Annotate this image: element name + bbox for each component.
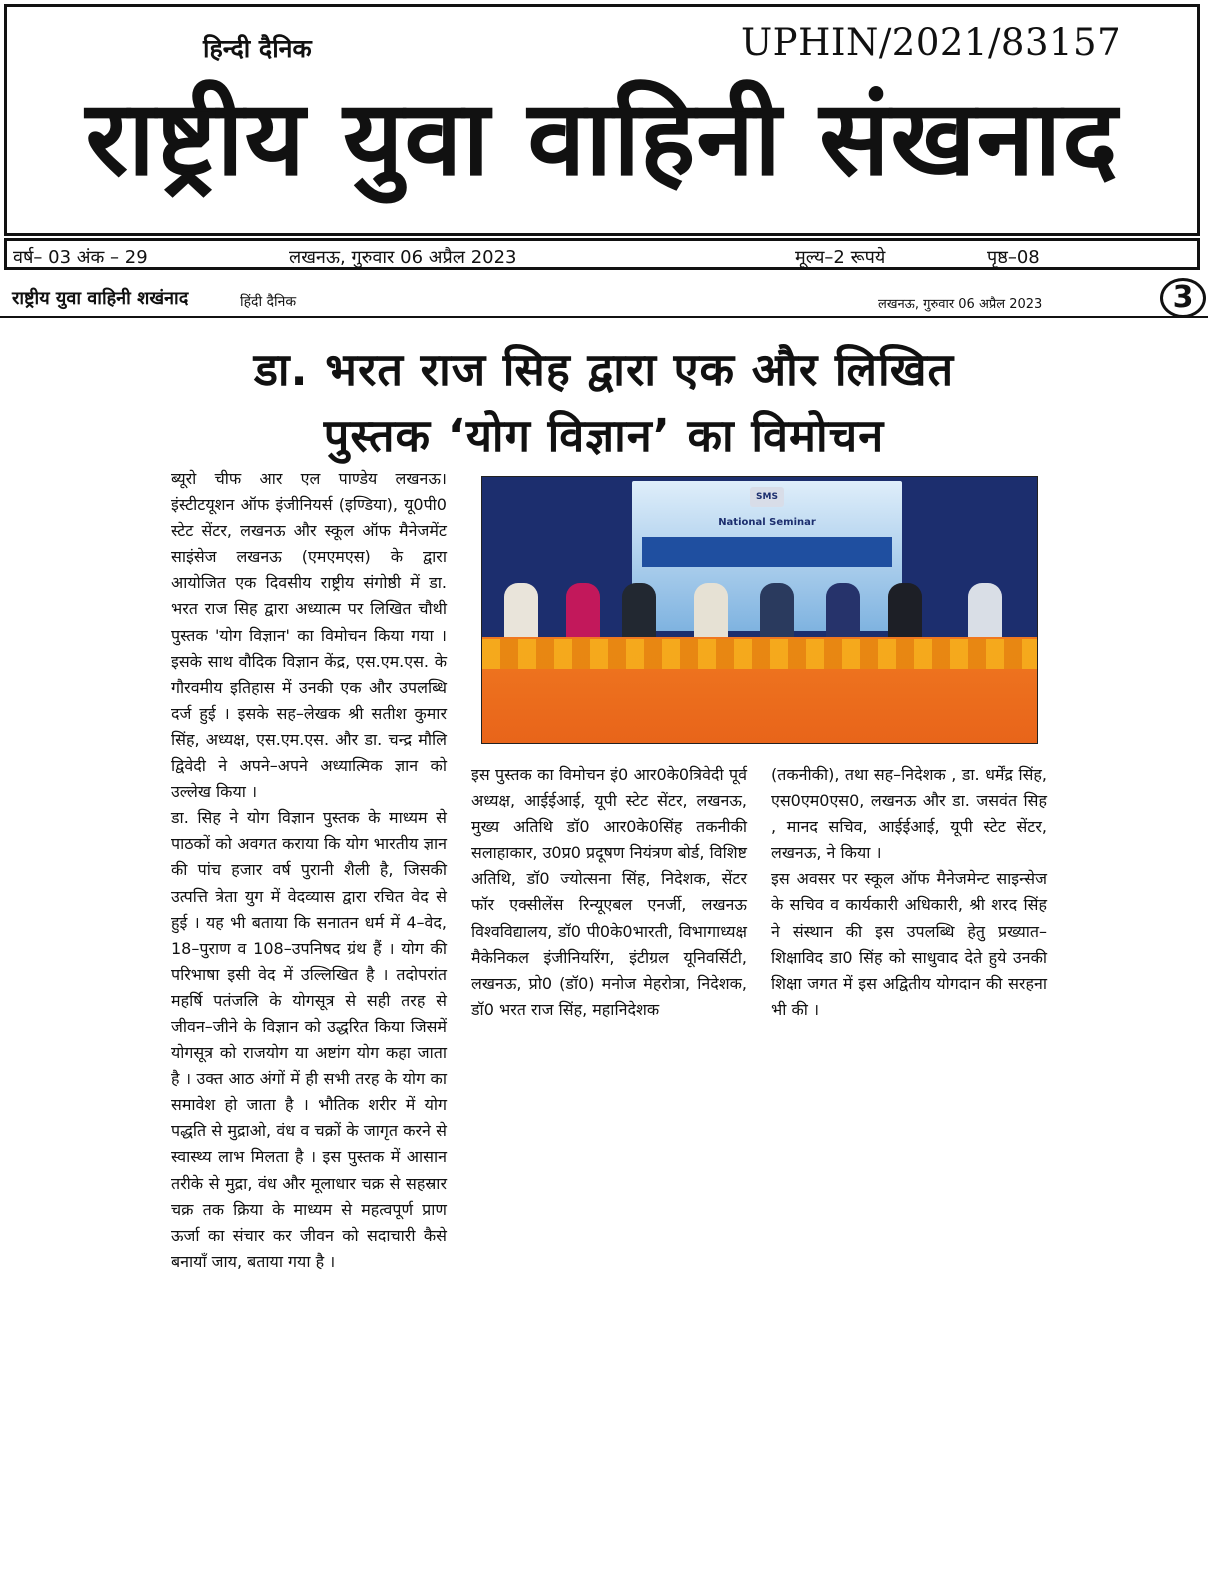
marigold-garland bbox=[482, 639, 1038, 669]
page-strip-name: राष्ट्रीय युवा वाहिनी शखंनाद bbox=[12, 288, 189, 309]
place-date: लखनऊ, गुरुवार 06 अप्रैल 2023 bbox=[289, 247, 517, 268]
article-column-2 bbox=[471, 762, 747, 1023]
article-paragraph: ब्यूरो चीफ आर एल पाण्डेय लखनऊ। इंस्टीटयूशन ऑफ इंजीनियर्स (इण्डिया), यू0पी0 स्टेट सेंटर, लखनऊ और स्कूल ऑफ मैनेजमेंट साइंसेज लखनऊ (एमएमएस) के द्वारा आयोजित एक दिवसीय राष्ट्रीय संगोष्ठी में डा. भरत राज सिह द्वारा अध्यात्म पर लिखित चौथी पुस्तक 'योग विज्ञान' का विमोचन किया गया । इसके साथ वौदिक विज्ञान केंद्र, एस.एम.एस. के गौरवमीय इतिहास में उनकी एक और उपलब्धि दर्ज हुई । इसके सह–लेखक श्री सतीश कुमार सिंह, अध्यक्ष, एस.एम.एस. और डा. चन्द्र मौलि द्विवेदी ने अपने–अपने अध्यात्मिक ज्ञान को उल्लेख किया । bbox=[171, 469, 447, 802]
headline-line-1: डा. भरत राज सिह द्वारा एक और लिखित bbox=[253, 343, 955, 396]
price: मूल्य–2 रूपये bbox=[795, 247, 886, 268]
page-strip-daily: हिंदी दैनिक bbox=[240, 294, 297, 310]
masthead bbox=[4, 4, 1200, 236]
headline-line-2: पुस्तक ‘योग विज्ञान’ का विमोचन bbox=[323, 409, 885, 462]
page-count: पृष्ठ–08 bbox=[987, 247, 1040, 268]
article-paragraph: इस पुस्तक का विमोचन इं0 आर0के0त्रिवेदी पूर्व अध्यक्ष, आईईआई, यूपी स्टेट सेंटर, लखनऊ, मुख्य अतिथि डॉ0 आर0के0सिंह तकनीकी सलाहाकार, उ0प्र0 प्रदूषण नियंत्रण बोर्ड, विशिष्ट अतिथि, डॉ0 ज्योत्सना सिंह, निदेशक, सेंटर फॉर एक्सीलेंस रिन्यूएबल एनर्जी, लखनऊ विश्वविद्यालय, डॉ0 पी0के0भारती, विभागाध्यक्ष मैकेनिकल इंजीनियरिंग, इंटीग्रल यूनिवर्सिटी, लखनऊ, प्रो0 (डॉ0) मनोज मेहरोत्रा, निदेशक, डॉ0 भरत राज सिंह, महानिदेशक bbox=[471, 765, 747, 1019]
volume-issue: वर्ष– 03 अंक – 29 bbox=[13, 247, 148, 268]
article-paragraph: इस अवसर पर स्कूल ऑफ मैनेजमेन्ट साइन्सेज के सचिव व कार्यकारी अधिकारी, श्री शरद सिंह ने संस्थान की इस उपलब्धि हेतु प्रख्यात–शिक्षाविद डा0 सिंह को साधुवाद देते हुये उनकी शिक्षा जगत में इस अद्वितीय योगदान की सरहना भी की । bbox=[771, 869, 1047, 1019]
article-column-1 bbox=[171, 466, 447, 1275]
article-paragraph: डा. सिह ने योग विज्ञान पुस्तक के माध्यम से पाठकों को अवगत कराया कि योग भारतीय ज्ञान की पांच हजार वर्ष पुरानी शैली है, जिसकी उत्पत्ति त्रेता युग में वेदव्यास द्वारा रचित वेद से हुई । यह भी बताया कि सनातन धर्म में 4–वेद, 18–पुराण व 108–उपनिषद ग्रंथ हैं । योग की परिभाषा इसी वेद में उल्लिखित है । तदोपरांत महर्षि पतंजलि के योगसूत्र से सही तरह से जीवन–जीने के विज्ञान को उद्धरित किया जिसमें योगसूत्र को राजयोग या अष्टांग योग कहा जाता है । उक्त आठ अंगों में ही सभी तरह के योग का समावेश हो जाता है । भौतिक शरीर में योग पद्धति से मुद्राओ, वंध व चक्रों के जागृत करने से स्वास्थ्य लाभ मिलता है । इस पुस्तक में आसान तरीके से मुद्रा, वंध और मूलाधार चक्र से सहस्रार चक्र तक क्रिया के माध्यम से महत्वपूर्ण प्राण ऊर्जा का संचार कर जीवन को सदाचारी कैसे बनायाँ जाय, बताया गया है । bbox=[171, 808, 447, 1271]
event-photo bbox=[481, 476, 1038, 744]
page-number: 3 bbox=[1160, 278, 1206, 318]
meta-bar bbox=[4, 238, 1200, 270]
article-column-3 bbox=[771, 762, 1047, 1023]
newspaper-title: राष्ट्रीय युवा वाहिनी संखनाद bbox=[85, 77, 1119, 199]
sms-logo: SMS bbox=[750, 487, 784, 507]
page-strip bbox=[0, 278, 1208, 318]
masthead-tagline: हिन्दी दैनिक bbox=[203, 34, 312, 63]
registration-number: UPHIN/2021/83157 bbox=[741, 21, 1122, 64]
page-strip-date: लखनऊ, गुरुवार 06 अप्रैल 2023 bbox=[878, 297, 1043, 312]
banner-bar bbox=[642, 537, 892, 567]
banner-text: National Seminar bbox=[718, 517, 816, 528]
article-paragraph: (तकनीकी), तथा सह–निदेशक , डा. धर्मेंद्र सिंह, एस0एम0एस0, लखनऊ और डा. जसवंत सिह , मानद सचिव, आईईआई, यूपी स्टेट सेंटर, लखनऊ, ने किया । bbox=[771, 765, 1047, 863]
